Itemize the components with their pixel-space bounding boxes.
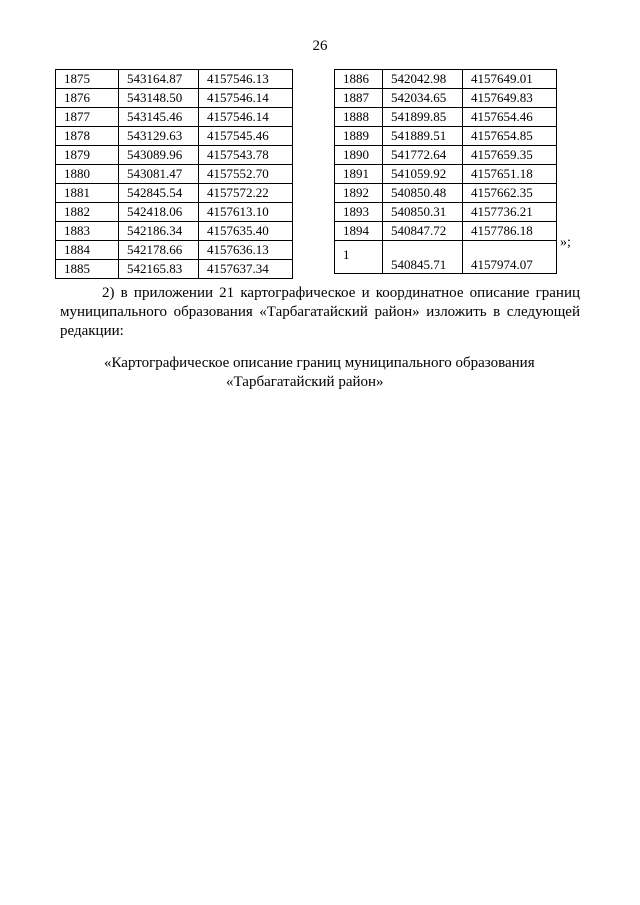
coordinates-table-left [55,69,293,279]
y-coordinate-cell: 4157546.14 [199,108,293,127]
table-row [56,165,293,184]
y-coordinate-cell: 4157649.83 [463,89,557,108]
x-coordinate-cell: 542165.83 [119,260,199,279]
x-coordinate-cell: 540847.72 [383,222,463,241]
table-row [335,70,557,89]
x-coordinate-cell: 543164.87 [119,70,199,89]
point-number-cell: 1877 [56,108,119,127]
y-coordinate-cell: 4157654.46 [463,108,557,127]
table-row [56,108,293,127]
point-number-cell: 1893 [335,203,383,222]
point-number-cell: 1888 [335,108,383,127]
x-coordinate-cell: 543129.63 [119,127,199,146]
y-coordinate-cell: 4157736.21 [463,203,557,222]
x-coordinate-cell: 542178.66 [119,241,199,260]
closing-quote-mark: »; [560,235,571,250]
page-number: 26 [312,38,328,54]
x-coordinate-cell: 541889.51 [383,127,463,146]
paragraph-line: 2) в приложении 21 картографическое и координатное описание границ [102,285,580,301]
x-coordinate-cell: 543081.47 [119,165,199,184]
y-coordinate-cell: 4157613.10 [199,203,293,222]
y-coordinate-cell: 4157974.07 [463,241,557,274]
point-number-cell: 1890 [335,146,383,165]
table-row [56,146,293,165]
table-row [56,184,293,203]
point-number-cell: 1 [335,241,383,274]
table-row [335,184,557,203]
x-coordinate-cell: 540850.48 [383,184,463,203]
x-coordinate-cell: 541772.64 [383,146,463,165]
table-row [335,89,557,108]
y-coordinate-cell: 4157543.78 [199,146,293,165]
x-coordinate-cell: 540845.71 [383,241,463,274]
x-coordinate-cell: 540850.31 [383,203,463,222]
point-number-cell: 1891 [335,165,383,184]
point-number-cell: 1892 [335,184,383,203]
table-row [56,89,293,108]
point-number-cell: 1882 [56,203,119,222]
table-row [335,146,557,165]
heading-line: «Картографическое описание границ муниципального образования [104,355,535,371]
y-coordinate-cell: 4157654.85 [463,127,557,146]
point-number-cell: 1885 [56,260,119,279]
y-coordinate-cell: 4157651.18 [463,165,557,184]
table-row [56,241,293,260]
y-coordinate-cell: 4157572.22 [199,184,293,203]
x-coordinate-cell: 543148.50 [119,89,199,108]
y-coordinate-cell: 4157552.70 [199,165,293,184]
point-number-cell: 1881 [56,184,119,203]
point-number-cell: 1883 [56,222,119,241]
y-coordinate-cell: 4157786.18 [463,222,557,241]
table-row [56,203,293,222]
x-coordinate-cell: 542186.34 [119,222,199,241]
x-coordinate-cell: 541059.92 [383,165,463,184]
paragraph-line: редакции: [60,323,124,339]
point-number-cell: 1880 [56,165,119,184]
x-coordinate-cell: 542418.06 [119,203,199,222]
y-coordinate-cell: 4157546.14 [199,89,293,108]
table-row [335,165,557,184]
heading-line: «Тарбагатайский район» [226,374,384,390]
x-coordinate-cell: 543145.46 [119,108,199,127]
paragraph-line: муниципального образования «Тарбагатайский район» изложить в следующей [60,304,580,320]
x-coordinate-cell: 542845.54 [119,184,199,203]
y-coordinate-cell: 4157662.35 [463,184,557,203]
point-number-cell: 1894 [335,222,383,241]
table-row [56,70,293,89]
table-row [335,108,557,127]
point-number-cell: 1879 [56,146,119,165]
x-coordinate-cell: 542042.98 [383,70,463,89]
x-coordinate-cell: 543089.96 [119,146,199,165]
y-coordinate-cell: 4157635.40 [199,222,293,241]
y-coordinate-cell: 4157636.13 [199,241,293,260]
y-coordinate-cell: 4157649.01 [463,70,557,89]
x-coordinate-cell: 541899.85 [383,108,463,127]
table-row [56,222,293,241]
x-coordinate-cell: 542034.65 [383,89,463,108]
point-number-cell: 1884 [56,241,119,260]
point-number-cell: 1889 [335,127,383,146]
point-number-cell: 1875 [56,70,119,89]
coordinates-table-right [334,69,557,274]
table-row [56,127,293,146]
amendment-paragraph [60,284,580,341]
y-coordinate-cell: 4157545.46 [199,127,293,146]
table-row [335,203,557,222]
table-row [335,127,557,146]
y-coordinate-cell: 4157637.34 [199,260,293,279]
point-number-cell: 1878 [56,127,119,146]
point-number-cell: 1876 [56,89,119,108]
point-number-cell: 1887 [335,89,383,108]
table-row [335,241,557,274]
table-row [56,260,293,279]
table-row [335,222,557,241]
point-number-cell: 1886 [335,70,383,89]
y-coordinate-cell: 4157659.35 [463,146,557,165]
y-coordinate-cell: 4157546.13 [199,70,293,89]
